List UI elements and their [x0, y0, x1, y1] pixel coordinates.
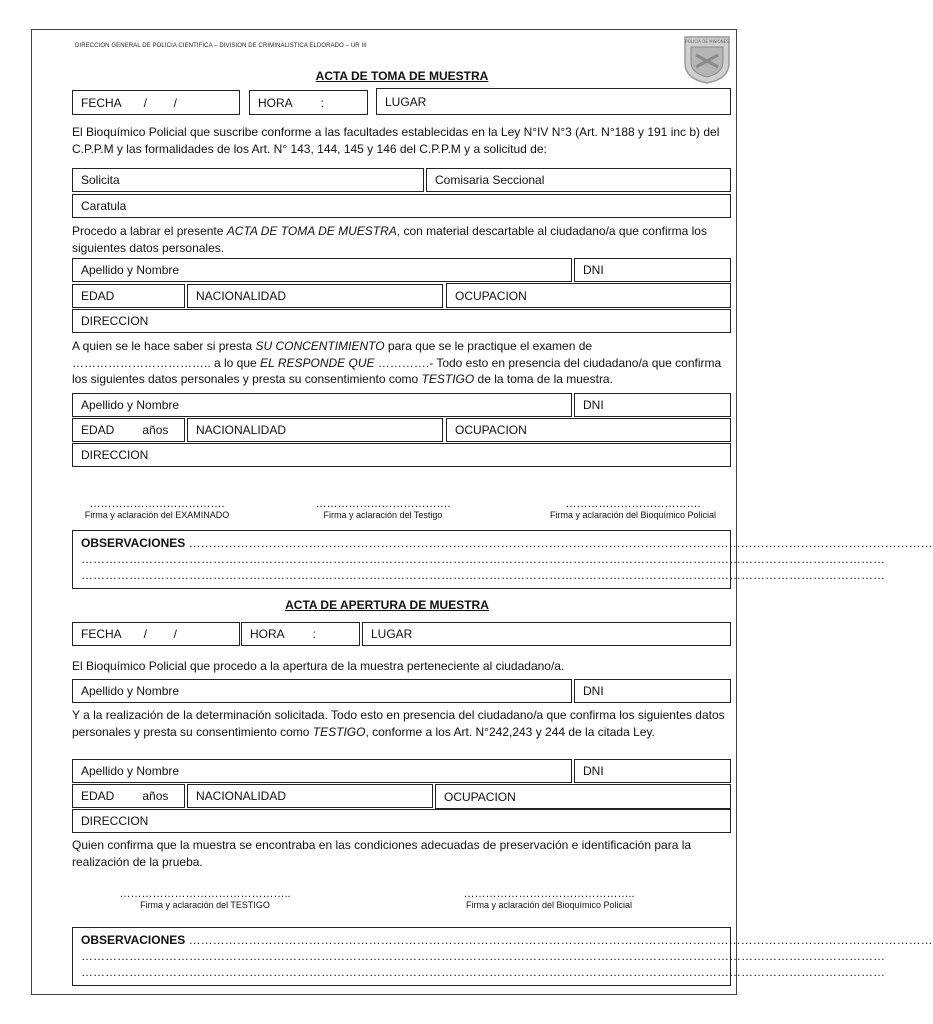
confirma-paragraph: Quien confirma que la muestra se encontraba en las condiciones adecuadas de preservación e identificación para la realización de la prueba.	[72, 838, 692, 869]
procedo-paragraph: Procedo a labrar el presente ACTA DE TOMA DE MUESTRA, con material descartable al ciudadano/a que confirma los siguientes datos personales.	[72, 224, 707, 255]
apellido-label: Apellido y Nombre	[81, 263, 180, 277]
testigo-edad-field[interactable]	[72, 418, 185, 442]
apertura-lugar-field[interactable]	[362, 622, 731, 646]
testigo-apellido-field[interactable]	[72, 393, 572, 417]
observaciones-label: OBSERVACIONES	[81, 536, 186, 550]
testigo-nacionalidad-label: NACIONALIDAD	[196, 423, 287, 437]
observaciones-line-3: …………………………………………………………………………………………………………………………………………………………………………………	[81, 568, 885, 582]
apertura-edad-field[interactable]	[72, 784, 185, 808]
signature-examinado	[72, 498, 242, 520]
apertura-hora-label: HORA	[250, 627, 285, 641]
apertura-signature-bioquimico	[440, 888, 658, 910]
hora-colon: :	[320, 95, 325, 110]
apertura-observaciones-box[interactable]	[72, 927, 933, 986]
testigo-nacionalidad-field[interactable]	[187, 418, 443, 442]
apertura-hora-colon: :	[312, 627, 317, 641]
signature-label: Firma y aclaración del EXAMINADO	[84, 510, 230, 520]
apertura-dni-field[interactable]	[574, 679, 731, 703]
observaciones-line-1: OBSERVACIONES ……………………………………………………………………………………………………………………………………………………………………	[81, 536, 933, 550]
lugar-field[interactable]	[376, 88, 731, 115]
apertura-edad-label: EDAD	[81, 789, 115, 803]
apertura-ocupacion-label: OCUPACION	[444, 789, 516, 804]
testigo-anos-label: años	[142, 423, 169, 437]
signature-label: Firma y aclaración del TESTIGO	[140, 900, 270, 910]
lugar-label: LUGAR	[385, 94, 427, 109]
signature-line: ……………………………….	[565, 498, 701, 510]
apertura-nacionalidad-label: NACIONALIDAD	[196, 789, 287, 803]
direccion-label: DIRECCION	[81, 314, 149, 328]
seal-text: POLICIA DE MISIONES	[685, 39, 729, 44]
testigo-edad-label: EDAD	[81, 423, 115, 437]
institution-header: DIRECCION GENERAL DE POLICIA CIENTIFICA – DIVISION DE CRIMINALISTICA ELDORADO – UR III	[75, 43, 367, 49]
testigo-direccion-field[interactable]	[72, 443, 731, 467]
intro-paragraph: El Bioquímico Policial que suscribe conforme a las facultades establecidas en la Ley N°IV N°3 (Art. N°188 y 191 inc b) del C.P.P.M y las formalidades de los Art. N° 143, 144, 145 y 146 del C.P.P.M y a solicitud de:	[72, 125, 720, 156]
nacionalidad-field[interactable]	[187, 284, 443, 308]
nacionalidad-label: NACIONALIDAD	[196, 289, 287, 303]
testigo-dni-label: DNI	[583, 398, 604, 412]
signature-line: ………………………………………..	[119, 888, 291, 900]
signature-line: ……………………………….	[89, 498, 225, 510]
observaciones-line-1: OBSERVACIONES ……………………………………………………………………………………………………………………………………………………………………	[81, 933, 933, 947]
police-seal-icon	[681, 33, 733, 85]
apertura-fecha-label: FECHA	[81, 627, 122, 641]
apertura-testigo-apellido-field[interactable]	[72, 759, 572, 783]
testigo-apellido-label: Apellido y Nombre	[81, 398, 180, 412]
apertura-apellido-field[interactable]	[72, 679, 572, 703]
apertura-testigo-dni-field[interactable]	[574, 759, 731, 783]
acta-toma-title: ACTA DE TOMA DE MUESTRA	[315, 69, 489, 83]
solicita-field[interactable]	[72, 168, 424, 192]
apertura-hora-field[interactable]	[241, 622, 360, 646]
signature-label: Firma y aclaración del Testigo	[323, 510, 443, 520]
comisaria-label: Comisaria Seccional	[435, 173, 545, 187]
caratula-label: Caratula	[81, 199, 127, 213]
apertura-testigo-dni-label: DNI	[583, 764, 604, 778]
fecha-label: FECHA	[81, 95, 122, 110]
apertura-apellido-label: Apellido y Nombre	[81, 684, 180, 698]
signature-label: Firma y aclaración del Bioquímico Policial	[465, 900, 633, 910]
apertura-lugar-label: LUGAR	[371, 627, 413, 641]
testigo-direccion-label: DIRECCION	[81, 448, 149, 462]
caratula-field[interactable]	[72, 194, 731, 218]
observaciones-line-2: …………………………………………………………………………………………………………………………………………………………………………………	[81, 552, 885, 566]
direccion-field[interactable]	[72, 309, 731, 333]
ocupacion-field[interactable]	[446, 283, 731, 308]
testigo-ocupacion-label: OCUPACION	[455, 423, 527, 437]
signature-testigo	[298, 498, 468, 520]
dni-label: DNI	[583, 263, 604, 277]
realizacion-paragraph: Y a la realización de la determinación solicitada. Todo esto en presencia del ciudadano/a que confirma los siguientes datos personales y presta su consentimiento como TESTIGO, conforme a los Art. N°242,243 y 244 de la citada Ley.	[72, 708, 725, 739]
ocupacion-label: OCUPACION	[455, 288, 527, 303]
solicita-label: Solicita	[81, 173, 120, 187]
fecha-field[interactable]	[72, 90, 240, 115]
fecha-slashes: / /	[143, 95, 178, 110]
apertura-ocupacion-field[interactable]	[435, 784, 731, 809]
observaciones-box[interactable]	[72, 530, 933, 589]
apertura-anos-label: años	[142, 789, 169, 803]
apertura-direccion-label: DIRECCION	[81, 814, 149, 828]
signature-line: ………………………………………..	[463, 888, 635, 900]
edad-label: EDAD	[81, 289, 115, 303]
signature-label: Firma y aclaración del Bioquímico Policial	[549, 510, 717, 520]
observaciones-label: OBSERVACIONES	[81, 933, 186, 947]
testigo-dni-field[interactable]	[574, 393, 731, 417]
apertura-testigo-apellido-label: Apellido y Nombre	[81, 764, 180, 778]
observaciones-line-2: …………………………………………………………………………………………………………………………………………………………………………………	[81, 949, 885, 963]
observaciones-line-3: …………………………………………………………………………………………………………………………………………………………………………………	[81, 965, 885, 979]
hora-label: HORA	[258, 95, 293, 110]
dni-field[interactable]	[574, 258, 731, 282]
apertura-nacionalidad-field[interactable]	[187, 784, 433, 808]
apertura-fecha-slashes: / /	[143, 627, 178, 641]
hora-field[interactable]	[249, 90, 368, 115]
signature-bioquimico	[530, 498, 736, 520]
apertura-fecha-field[interactable]	[72, 622, 240, 646]
apertura-signature-testigo	[110, 888, 300, 910]
signature-line: ……………………………….	[315, 498, 451, 510]
apertura-intro-paragraph: El Bioquímico Policial que procedo a la apertura de la muestra perteneciente al ciudadano/a.	[72, 659, 565, 673]
edad-field[interactable]	[72, 284, 185, 308]
apertura-direccion-field[interactable]	[72, 809, 731, 833]
consent-paragraph: A quien se le hace saber si presta SU CONCENTIMIENTO para que se le practique el examen de …………………………….. a lo que EL RESPONDE QUE ………….- Todo esto en presencia del ciudadano/a que confirma los siguientes datos personales y presta su consentimiento como TESTIGO de la toma de la muestra.	[72, 339, 722, 386]
apertura-dni-label: DNI	[583, 684, 604, 698]
acta-apertura-title: ACTA DE APERTURA DE MUESTRA	[285, 598, 489, 612]
testigo-ocupacion-field[interactable]	[446, 418, 731, 442]
apellido-field[interactable]	[72, 258, 572, 282]
comisaria-field[interactable]	[426, 168, 731, 192]
